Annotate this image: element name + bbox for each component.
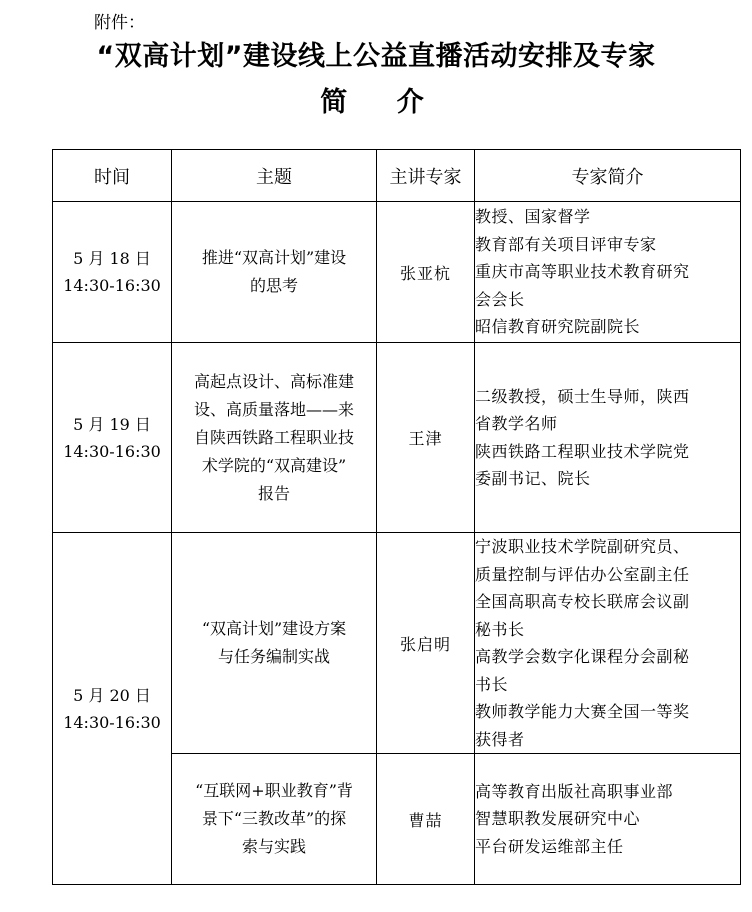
topic-cell bbox=[172, 533, 377, 754]
intro-line: 获得者 bbox=[475, 729, 525, 749]
column-header-topic: 主题 bbox=[172, 150, 377, 202]
intro-line: 重庆市高等职业技术教育研究 bbox=[475, 262, 690, 282]
intro-line: 书长 bbox=[475, 674, 509, 694]
topic-line: “互联网+职业教育”背 bbox=[195, 781, 353, 800]
topic-cell bbox=[172, 202, 377, 343]
column-header-time: 时间 bbox=[53, 150, 172, 202]
topic-line: 的思考 bbox=[249, 276, 298, 295]
topic-line: 自陕西铁路工程职业技 bbox=[193, 427, 354, 447]
time-text: 14:30-16:30 bbox=[63, 712, 161, 732]
table-row bbox=[53, 202, 741, 343]
speaker-cell: 王津 bbox=[377, 343, 475, 533]
speaker-cell: 张亚杭 bbox=[377, 202, 475, 343]
intro-cell bbox=[475, 202, 741, 343]
topic-line: 设、高质量落地——来 bbox=[193, 399, 354, 419]
speaker-cell: 曹喆 bbox=[377, 754, 475, 885]
time-cell bbox=[53, 343, 172, 533]
intro-line: 教育部有关项目评审专家 bbox=[475, 234, 657, 254]
intro-line: 陕西铁路工程职业技术学院党 bbox=[475, 441, 690, 461]
column-header-intro: 专家简介 bbox=[475, 150, 741, 202]
intro-line: 智慧职教发展研究中心 bbox=[475, 809, 641, 829]
table-row bbox=[53, 343, 741, 533]
intro-line: 昭信教育研究院副院长 bbox=[475, 317, 641, 337]
time-text: 14:30-16:30 bbox=[63, 276, 161, 295]
table-header-row bbox=[53, 150, 741, 202]
intro-line: 质量控制与评估办公室副主任 bbox=[475, 564, 690, 584]
topic-cell bbox=[172, 343, 377, 533]
topic-line: 推进“双高计划”建设 bbox=[201, 248, 347, 267]
time-cell bbox=[53, 533, 172, 885]
schedule-table bbox=[52, 149, 741, 885]
intro-line: 高教学会数字化课程分会副秘 bbox=[475, 647, 690, 666]
intro-cell bbox=[475, 754, 741, 885]
date-text: 5 月 20 日 bbox=[73, 685, 151, 705]
intro-line: 高等教育出版社高职事业部 bbox=[475, 781, 674, 801]
intro-line: 二级教授，硕士生导师，陕西 bbox=[475, 386, 690, 406]
intro-line: 教授、国家督学 bbox=[475, 207, 591, 227]
attachment-label: 附件： bbox=[94, 13, 145, 33]
intro-cell bbox=[475, 343, 741, 533]
date-text: 5 月 18 日 bbox=[73, 249, 151, 268]
intro-line: 全国高职高专校长联席会议副 bbox=[475, 592, 690, 611]
page-title: “双高计划”建设线上公益直播活动安排及专家 bbox=[96, 41, 656, 72]
intro-line: 教师教学能力大赛全国一等奖 bbox=[475, 702, 690, 721]
topic-line: 与任务编制实战 bbox=[217, 647, 330, 666]
time-cell bbox=[53, 202, 172, 343]
column-header-speaker: 主讲专家 bbox=[377, 150, 475, 202]
table-row bbox=[53, 533, 741, 754]
intro-line: 平台研发运维部主任 bbox=[475, 836, 624, 856]
topic-line: 景下“三教改革”的探 bbox=[201, 809, 347, 828]
topic-line: “双高计划”建设方案 bbox=[201, 619, 347, 638]
intro-line: 会会长 bbox=[475, 289, 525, 309]
speaker-cell: 张启明 bbox=[377, 533, 475, 754]
topic-line: 高起点设计、高标准建 bbox=[193, 371, 354, 391]
topic-line: 报告 bbox=[257, 483, 290, 503]
page-title-continued: 简 介 bbox=[320, 87, 432, 118]
topic-cell bbox=[172, 754, 377, 885]
intro-cell bbox=[475, 533, 741, 754]
date-text: 5 月 19 日 bbox=[73, 414, 151, 434]
topic-line: 术学院的“双高建设” bbox=[201, 455, 347, 475]
intro-line: 省教学名师 bbox=[475, 414, 558, 433]
time-text: 14:30-16:30 bbox=[63, 441, 161, 461]
intro-line: 秘书长 bbox=[475, 619, 525, 639]
intro-line: 委副书记、院长 bbox=[475, 469, 591, 488]
topic-line: 索与实践 bbox=[241, 837, 306, 856]
intro-line: 宁波职业技术学院副研究员、 bbox=[475, 537, 690, 556]
